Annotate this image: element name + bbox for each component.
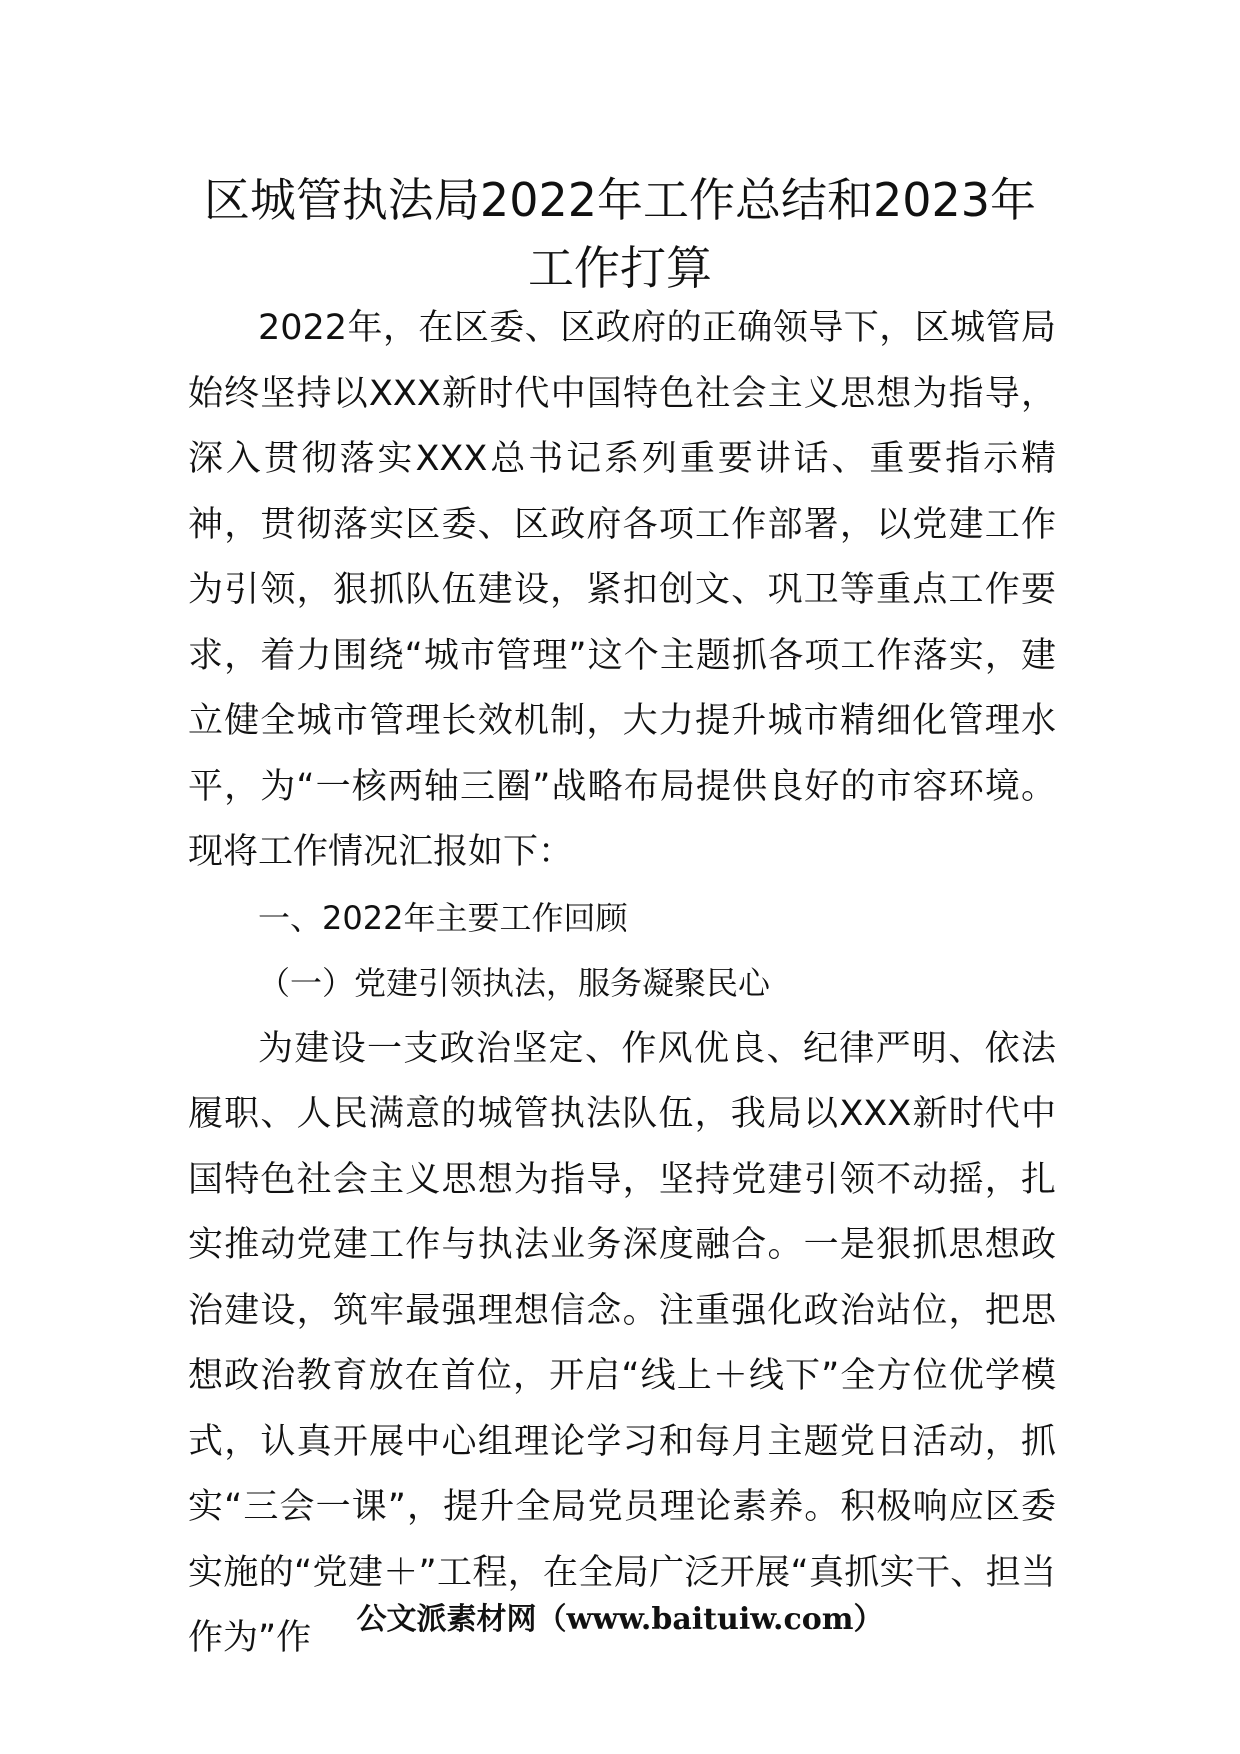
footer-watermark: 公文派素材网（www.baituiw.com） <box>356 1602 884 1637</box>
section-heading: 一、2022年主要工作回顾 <box>258 898 628 937</box>
document-title-line-2: 工作打算 <box>528 241 712 295</box>
document-body <box>188 296 1056 1672</box>
body-paragraph: 为建设一支政治坚定、作风优良、纪律严明、依法履职、人民满意的城管执法队伍，我局以XXX新时代中国特色社会主义思想为指导，坚持党建引领不动摇，扎实推动党建工作与执法业务深度融合。一是狠抓思想政治建设，筑牢最强理想信念。注重强化政治站位，把思想政治教育放在首位，开启“线上＋线下”全方位优学模式，认真开展中心组理论学习和每月主题党日活动，抓实“三会一课”，提升全局党员理论素养。积极响应区委实施的“党建＋”工程，在全局广泛开展“真抓实干、担当作为”作 <box>188 1028 1056 1658</box>
intro-paragraph: 2022年，在区委、区政府的正确领导下，区城管局始终坚持以XXX新时代中国特色社会主义思想为指导，深入贯彻落实XXX总书记系列重要讲话、重要指示精神，贯彻落实区委、区政府各项工作部署，以党建工作为引领，狠抓队伍建设，紧扣创文、巩卫等重点工作要求，着力围绕“城市管理”这个主题抓各项工作落实，建立健全城市管理长效机制，大力提升城市精细化管理水平，为“一核两轴三圈”战略布局提供良好的市容环境。现将工作情况汇报如下： <box>188 308 1056 872</box>
subsection-heading: （一）党建引领执法，服务凝聚民心 <box>258 964 771 1002</box>
document-title-line-1: 区城管执法局2022年工作总结和2023年 <box>203 173 1037 227</box>
